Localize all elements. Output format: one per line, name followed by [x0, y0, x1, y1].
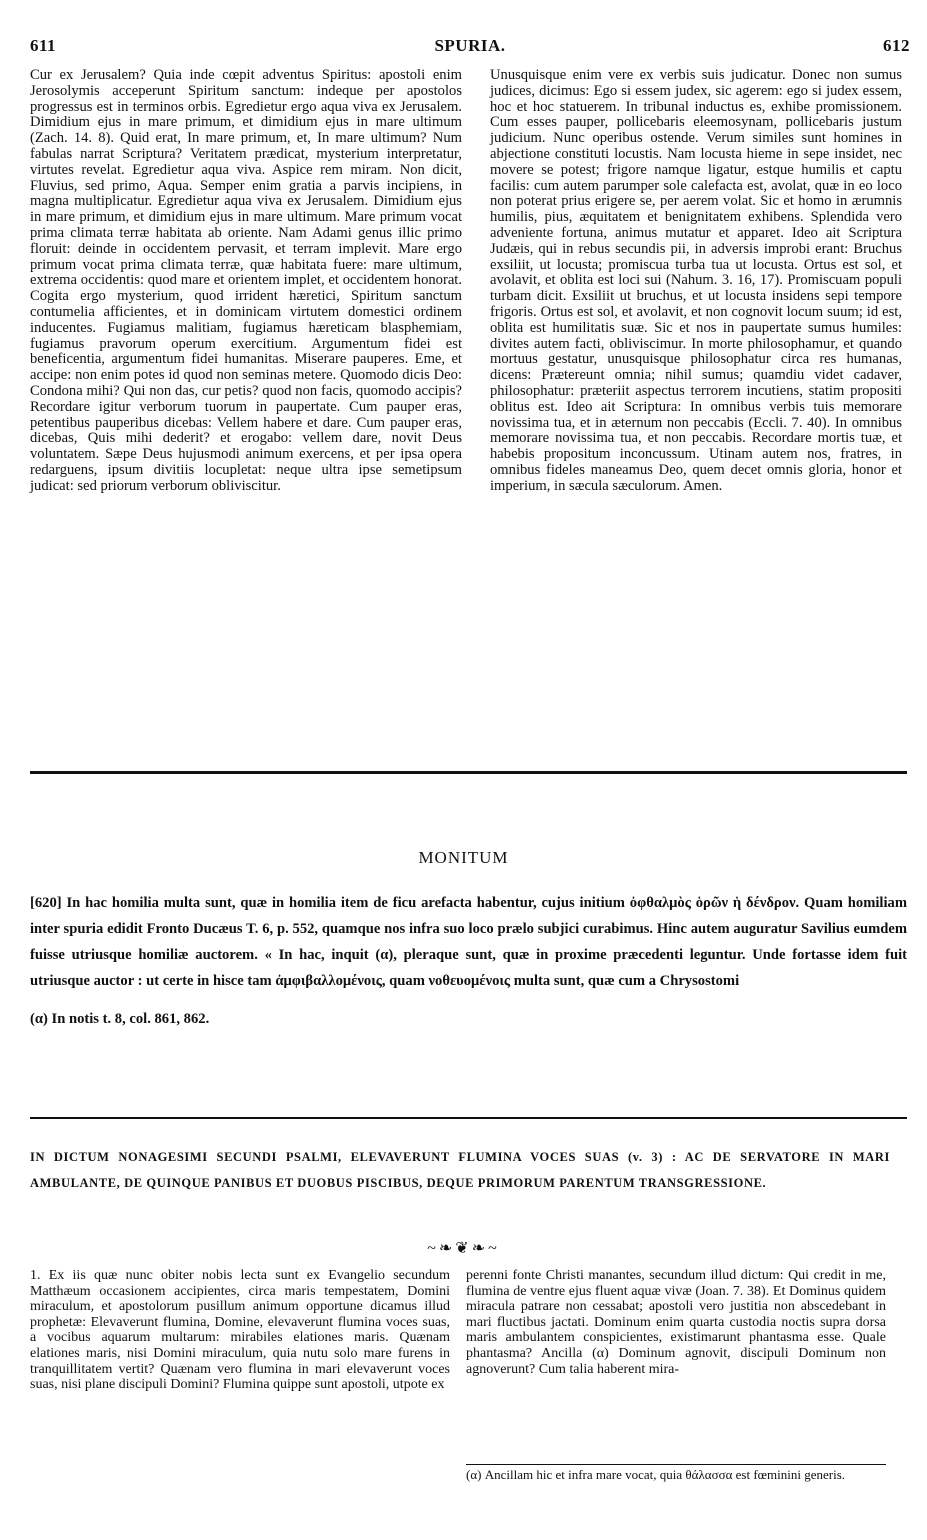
page-header: [30, 36, 910, 58]
page-number-right: 612: [883, 36, 910, 55]
running-title: SPURIA.: [434, 36, 506, 55]
footnote-rule: [466, 1464, 886, 1465]
section-divider: [30, 771, 907, 774]
homily-title: IN DICTUM NONAGESIMI SECUNDI PSALMI, ELEVAVERUNT FLUMINA VOCES SUAS (v. 3) : AC DE SERVATORE IN MARI AMBULANTE, DE QUINQUE PANIBUS ET DUOBUS PISCIBUS, DEQUE PRIMORUM PARENTUM TRANSGRESSIONE.: [30, 1150, 890, 1190]
monitum-paragraph: [620] In hac homilia multa sunt, quæ in homilia item de ficu arefacta habentur, cujus initium ὀφθαλμὸς ὁρῶν ἡ δένδρον. Quam homiliam inter spuria edidit Fronto Ducæus T. 6, p. 552, quamque nos infra suo loco prælo subjici curabimus. Hinc autem auguratur Savilius eumdem fuisse utriusque homiliæ auctorem. « In hac, inquit (α), pleraque sunt, quæ in proxime præcedenti leguntur. Unde fortasse idem fuit utriusque auctor : ut certe in hisce tam ἀμφιβαλλομένοις, quam νοθευομένοις multa sunt, quæ cum a Chrysostomi: [30, 895, 907, 989]
monitum-heading: MONITUM: [418, 848, 509, 867]
column-left-top: [30, 68, 462, 495]
column-right-top: [490, 68, 902, 495]
column-right-bottom: [466, 1268, 886, 1377]
ornament-divider: ~❧❦❧~: [427, 1240, 500, 1257]
column-right-text: Unusquisque enim vere ex verbis suis judicatur. Donec non sumus judices, dicimus: Ego si essem judex, sic agerem: ego si judex essem, hoc et hoc statuerem. In tribunal inductus es, exhibe promissionem. Cum esses pauper, pollicebaris eleemosynam, pollicebaris justum judicium. Nunc operibus ostende. Verum similes sunt homines in abjectione constituti locustis. Nam locusta hieme in sepe insidet, nec movere se potest; frigore namque ligatur, estque humilis et captu facilis: cum autem parumper sole calefacta est, avolat, quæ in eo loco non poterat prius erigere se, per aerem volat. Sic et homo in ærumnis humilis, pius, æquitatem et benignitatem exhibens. Splendida vero adveniente fortuna, animus mutatur et apparet. Ideo ait Scriptura Judæis, qui in rebus secundis pii, in adversis improbi erant: Bruchus exsiliit, ut locusta; promiscua turba tua ut locusta. Ortus est sol, et avolavit, et oblita est loci sui (Nahum. 3. 16, 17). Promiscuam populi turbam dicit. Exsiliit ut bruchus, et ut locusta insidens sepi tempore frigoris. Ortus est sol, et avolavit, et non cognovit locum suum; id est, oblita est humilitatis suæ. Sic et nos in paupertate sumus humiles: divites autem facti, obliviscimur. In morte philosophamur, et quando mortuus gestatur, unusquisque philosophatur circa res humanas, dicens: Prætereunt omnia; nihil sumus; quamdiu videt cadaver, philosophatur: præteriit aspectus terrorem incutiens, statim propositi oblitus est. Ideo ait Scriptura: In omnibus verbis tuis memorare novissima tua, et in æternum non peccabis (Eccli. 7. 40). In omnibus memorare novissima tua, et non peccabis. Recordare mortis tuæ, et habebis propositum inconcussum. Utinam autem nos, fratres, in omnibus fideles maneamus Deo, quem decet omnis gloria, honor et imperium, in sæcula sæculorum. Amen.: [490, 67, 902, 494]
footnote: (α) Ancillam hic et infra mare vocat, quia θάλασσα est fœminini generis.: [466, 1467, 846, 1482]
column-left-bottom: [30, 1268, 450, 1393]
column-right-bottom-text: perenni fonte Christi manantes, secundum illud dictum: Qui credit in me, flumina de ventre ejus fluent aquæ vivæ (Joan. 7. 38). Et Dominus quidem miracula patrare non cessabat; apostoli vero justitia non abscedebant in mari fluctibus jactati. Dominum enim quarta custodia noctis supra dorsa maris ambulantem conspicientes, existimarunt phantasma esse. Quale phantasma? Ancilla (α) Dominum agnovit, discipuli Dominum non agnoverunt? Cum talia haberent mira-: [466, 1268, 886, 1377]
page-number-left: 611: [30, 36, 57, 55]
monitum-body: [30, 890, 907, 1032]
column-left-bottom-text: 1. Ex iis quæ nunc obiter nobis lecta sunt ex Evangelio secundum Matthæum occasionem accipientes, circa maris tempestatem, Domini miraculum, et apostolorum pusillum animum opportune dicamus illud prophetæ: Elevaverunt flumina, Domine, elevaverunt flumina voces suas, a vocibus aquarum multarum: mirabiles elationes maris. Quænam elationes maris, nisi Domini miraculum, quia nutu solo mare furens in tranquillitatem vertit? Quænam vero flumina in mari elevaverunt voces suas, nisi plane discipuli Domini? Flumina quippe sunt apostoli, utpote ex: [30, 1268, 450, 1393]
column-left-text: Cur ex Jerusalem? Quia inde cœpit adventus Spiritus: apostoli enim Jerosolymis acceperunt Spiritum sanctum: indeque per apostolos progressus est in terminos orbis. Egredietur ergo aqua viva ex Jerusalem. Dimidium ejus in mare primum, et dimidium ejus in mare ultimum (Zach. 14. 8). Quid erat, In mare primum, et, In mare ultimum? Num fabulas narrat Scriptura? Veritatem prædicat, mysterium interpretatur, virtutes revelat. Egredietur aqua viva. Aspice rem miram. Non dicit, Fluvius, sed primo, Aqua. Semper enim gratia a parvis incipiens, in magna multiplicatur. Egredietur aqua viva ex Jerusalem. Dimidium ejus in mare primum, et dimidium ejus in mare ultimum. Mare primum vocat prima climata terræ habitata ab oriente. Nam Adami genus illic primo floruit: deinde in occidentem pervasit, et terram implevit. Mare ergo primum vocat prima climata terræ, quæ habitata fuere: mare ultimum, extrema occidentis: quod mare et orientem implet, et occidentem honorat. Cogita ergo mysterium, quod irrident hæretici, Spiritum sanctum contumelia afficientes, et in dominicam virtutem domestici ordinem inducentes. Fugiamus malitiam, fugiamus hæreticam blasphemiam, fugiamus pravorum operum exercitium. Argumentum fidei est beneficentia, argumentum fidei humanitas. Miserare pauperes. Eme, et accipe: non enim potes id quod non seminas metere. Quomodo dicis Deo: Condona mihi? Qui non das, cur petis? quod non facis, quomodo accipis? Recordare igitur verborum tuorum in paupertate. Cum pauper eras, petentibus pauperibus dicebas: Vellem habere et dare. Cum pauper eras, dicebas, Quis mihi dederit? et erogabo: vellem dare, novit Deus voluntatem. Sæpe Deus hujusmodi animum exercens, et per ipsa opera redarguens, ipsum divitiis locupletat: neque ultra ipse semetipsum judicat: sed priorum verborum obliviscitur.: [30, 67, 462, 494]
monitum-note: (α) In notis t. 8, col. 861, 862.: [30, 1011, 210, 1027]
section-divider-2: [30, 1117, 907, 1119]
